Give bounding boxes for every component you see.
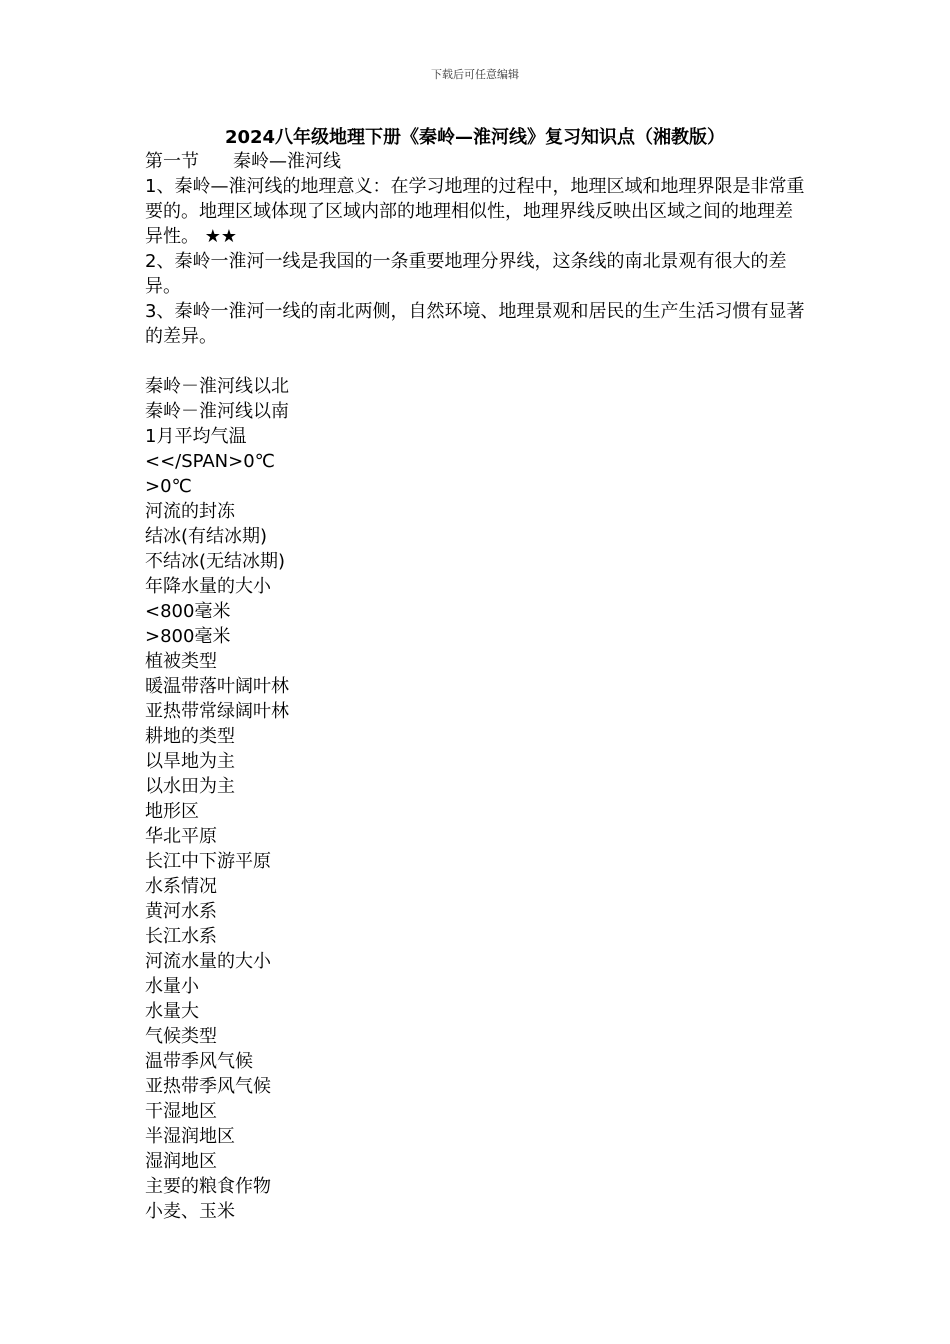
table-line: 水量大 bbox=[145, 1001, 199, 1022]
table-line: 河流的封冻 bbox=[145, 501, 235, 522]
table-line: 半湿润地区 bbox=[145, 1126, 235, 1147]
table-line: 以旱地为主 bbox=[145, 751, 235, 772]
table-line: 小麦、玉米 bbox=[145, 1201, 235, 1222]
table-line: <800毫米 bbox=[145, 601, 231, 622]
table-line: 不结冰(无结冰期) bbox=[145, 551, 286, 572]
table-line: 河流水量的大小 bbox=[145, 951, 271, 972]
section-name: 秦岭—淮河线 bbox=[233, 151, 341, 172]
table-line: 黄河水系 bbox=[145, 901, 217, 922]
table-line: 1月平均气温 bbox=[145, 426, 247, 447]
table-line: 秦岭－淮河线以南 bbox=[145, 401, 289, 422]
spacer bbox=[145, 349, 810, 374]
section-number: 第一节 bbox=[145, 151, 199, 172]
document-title: 2024八年级地理下册《秦岭—淮河线》复习知识点（湘教版） bbox=[224, 127, 726, 148]
table-line: 主要的粮食作物 bbox=[145, 1176, 271, 1197]
table-line: 植被类型 bbox=[145, 651, 217, 672]
table-line: 亚热带常绿阔叶林 bbox=[145, 701, 289, 722]
table-line: 水量小 bbox=[145, 976, 199, 997]
table-line: 水系情况 bbox=[145, 876, 217, 897]
table-line: >800毫米 bbox=[145, 626, 231, 647]
header-note: 下载后可任意编辑 bbox=[431, 68, 519, 81]
table-line: 长江中下游平原 bbox=[145, 851, 271, 872]
table-line: 暖温带落叶阔叶林 bbox=[145, 676, 289, 697]
table-line: 温带季风气候 bbox=[145, 1051, 253, 1072]
table-line: 干湿地区 bbox=[145, 1101, 217, 1122]
table-line: 秦岭－淮河线以北 bbox=[145, 376, 289, 397]
table-line: 耕地的类型 bbox=[145, 726, 235, 747]
table-line: 结冰(有结冰期) bbox=[145, 526, 268, 547]
table-line: 湿润地区 bbox=[145, 1151, 217, 1172]
table-line: >0℃ bbox=[145, 476, 192, 497]
section-heading bbox=[145, 149, 810, 174]
table-line: 亚热带季风气候 bbox=[145, 1076, 271, 1097]
comparison-table-lines bbox=[145, 374, 810, 1224]
table-line: 长江水系 bbox=[145, 926, 217, 947]
paragraph: 2、秦岭一淮河一线是我国的一条重要地理分界线，这条线的南北景观有很大的差异。 bbox=[145, 251, 787, 297]
table-line: 华北平原 bbox=[145, 826, 217, 847]
paragraph: 3、秦岭一淮河一线的南北两侧，自然环境、地理景观和居民的生产生活习惯有显著的差异。 bbox=[145, 301, 805, 347]
paragraph: 1、秦岭—淮河线的地理意义：在学习地理的过程中，地理区域和地理界限是非常重要的。地理区域体现了区域内部的地理相似性，地理界线反映出区域之间的地理差异性。 ★★ bbox=[145, 176, 805, 247]
table-line: 气候类型 bbox=[145, 1026, 217, 1047]
document-body bbox=[145, 149, 810, 1224]
table-line: 年降水量的大小 bbox=[145, 576, 271, 597]
table-line: 地形区 bbox=[145, 801, 199, 822]
table-line: <</SPAN>0℃ bbox=[145, 451, 275, 472]
table-line: 以水田为主 bbox=[145, 776, 235, 797]
